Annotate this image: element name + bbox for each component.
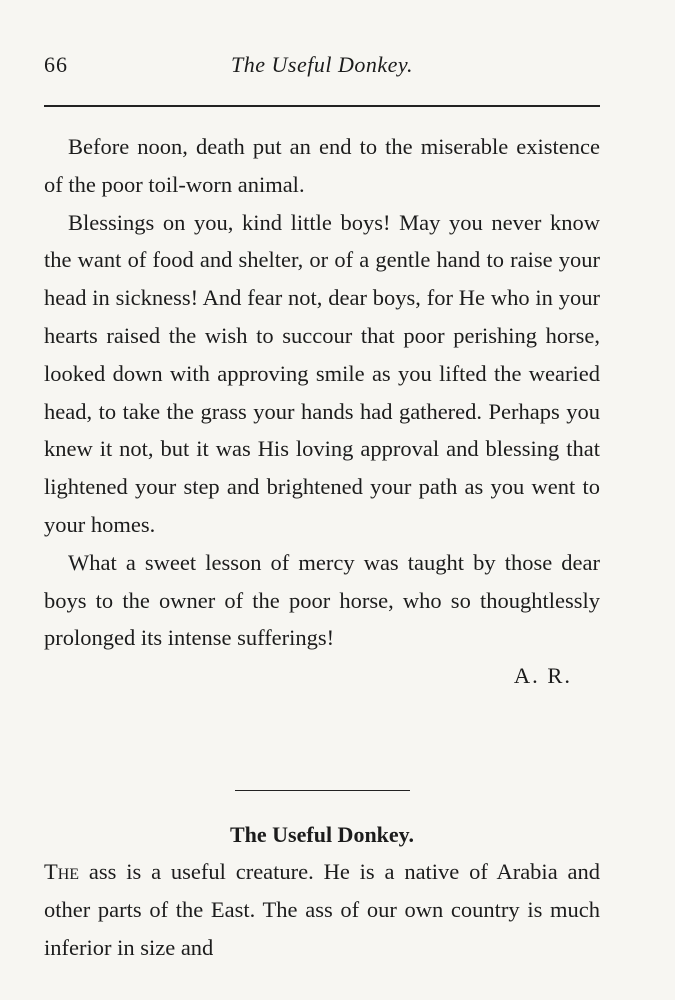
section-divider bbox=[235, 790, 410, 791]
paragraph: Before noon, death put an end to the miserable existence of the poor toil-worn animal. bbox=[44, 134, 600, 197]
running-title: The Useful Donkey. bbox=[231, 52, 413, 77]
header-rule bbox=[44, 105, 600, 107]
paragraph: What a sweet lesson of mercy was taught by those dear boys to the owner of the poor horse, who so thoughtlessly prolonged its intense sufferings! bbox=[44, 549, 600, 651]
paragraph-body: ass is a useful creature. He is a native of Arabia and other parts of the East. The ass of our own country is much inferior in size and bbox=[44, 859, 600, 960]
section-text bbox=[44, 853, 600, 966]
story-text bbox=[44, 128, 600, 695]
author-initials: A. R. bbox=[513, 663, 572, 689]
paragraph: Blessings on you, kind little boys! May you never know the want of food and shelter, or of a gentle hand to raise your head in sickness! And fear not, dear boys, for He who in your hearts raised the wish to succour that poor perishing horse, looked down with approving smile as you lifted the wearied head, to take the grass your hands had gathered. Perhaps you knew it not, but it was His loving approval and blessing that lightened your step and brightened your path as you went to your homes. bbox=[44, 209, 600, 537]
lead-word: The bbox=[44, 859, 80, 884]
page-header bbox=[44, 52, 600, 82]
page-number: 66 bbox=[44, 52, 68, 77]
paragraph bbox=[44, 853, 600, 966]
section-heading: The Useful Donkey. bbox=[230, 822, 414, 847]
